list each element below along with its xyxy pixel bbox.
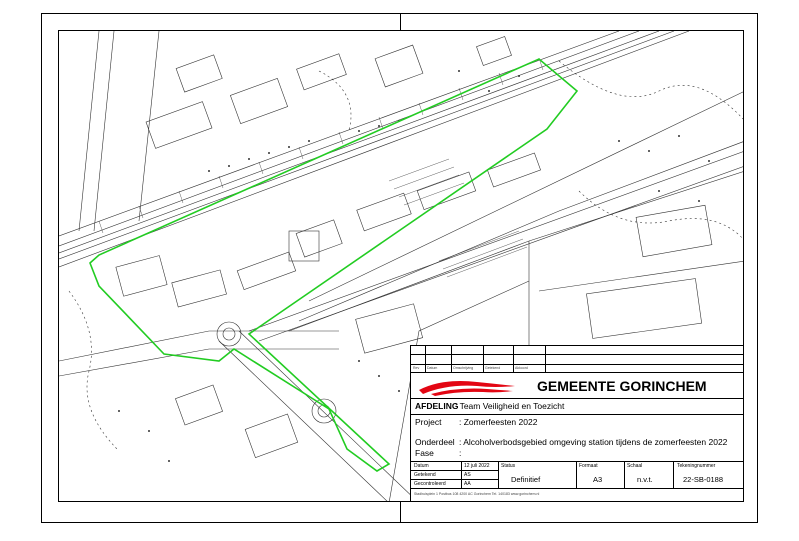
- drawing-number-value: 22-SB-0188: [683, 475, 724, 484]
- date-label: Datum: [414, 463, 429, 469]
- road: [139, 31, 159, 221]
- rev-header-description: Omschrijving: [453, 366, 474, 370]
- format-label: Formaat: [579, 463, 598, 469]
- road: [79, 31, 99, 231]
- scale-label: Schaal: [627, 463, 643, 469]
- date-value: 12 juli 2022: [464, 463, 490, 469]
- harbour-edge: [539, 261, 744, 291]
- rail-line: [59, 31, 689, 267]
- project-label: Project: [415, 417, 442, 427]
- road: [219, 341, 389, 502]
- road: [299, 141, 744, 321]
- status-value: Definitief: [511, 475, 541, 484]
- checked-label: Gecontroleerd: [414, 481, 446, 487]
- roundabout: [217, 322, 241, 346]
- rail-line: [59, 31, 659, 253]
- rev-header-drawn: Getekend: [485, 366, 501, 370]
- road: [249, 151, 744, 331]
- phase-label: Fase: [415, 448, 434, 458]
- project-value: : Zomerfeesten 2022: [459, 417, 538, 427]
- road: [94, 31, 114, 231]
- drawing-number-label: Tekeningnummer: [677, 463, 716, 469]
- subject-label: Onderdeel: [415, 437, 455, 447]
- road: [239, 331, 419, 502]
- format-value: A3: [593, 475, 603, 484]
- gorinchem-logo: [417, 376, 517, 396]
- harbour-edge: [529, 171, 744, 241]
- road: [59, 331, 339, 361]
- subject-value: : Alcoholverbodsgebied omgeving station tijdens de zomerfeesten 2022: [459, 437, 728, 447]
- title-block: [410, 345, 744, 502]
- road: [59, 349, 339, 376]
- department-value: : Team Veiligheid en Toezicht: [455, 401, 565, 411]
- road: [309, 91, 744, 301]
- rev-header-rev: Rev: [413, 366, 420, 370]
- status-label: Status: [501, 463, 516, 469]
- checked-value: AA: [464, 481, 471, 487]
- rev-header-date: Datum: [427, 366, 438, 370]
- department-label: AFDELING: [415, 401, 459, 411]
- rev-header-approved: Akkoord: [515, 366, 528, 370]
- phase-value: :: [459, 448, 462, 458]
- drawn-value: AS: [464, 472, 471, 478]
- scale-value: n.v.t.: [637, 475, 653, 484]
- station-building: [289, 231, 319, 261]
- drawn-label: Getekend: [414, 472, 436, 478]
- footer-address: Stadhuisplein 1 Postbus 108 4200 AC Gorinchem Tel. 140183 www.gorinchem.nl: [414, 492, 540, 496]
- organization-name: GEMEENTE GORINCHEM: [537, 378, 707, 394]
- rail-line: [59, 31, 619, 236]
